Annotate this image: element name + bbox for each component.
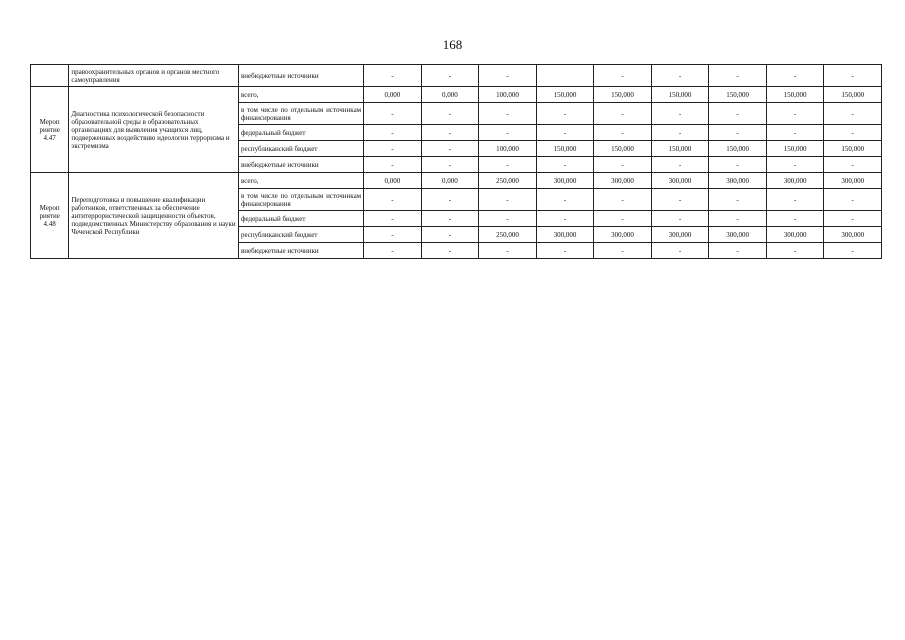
value-cell: 100,000	[479, 141, 537, 157]
funding-source: внебюджетные источники	[238, 243, 363, 259]
value-cell: -	[766, 125, 824, 141]
value-cell: -	[709, 65, 767, 87]
value-cell: -	[651, 157, 709, 173]
value-cell: -	[766, 157, 824, 173]
measure-code: Мероп риятие 4.47	[31, 87, 69, 173]
value-cell: -	[536, 189, 594, 211]
value-cell: -	[709, 211, 767, 227]
value-cell: -	[766, 103, 824, 125]
value-cell: 300,000	[594, 173, 652, 189]
value-cell	[536, 65, 594, 87]
value-cell: -	[479, 65, 537, 87]
funding-source: республиканский бюджет	[238, 227, 363, 243]
value-cell: 0,000	[421, 173, 479, 189]
value-cell: -	[421, 227, 479, 243]
value-cell: 150,000	[651, 87, 709, 103]
value-cell: -	[479, 125, 537, 141]
value-cell: -	[536, 211, 594, 227]
value-cell: -	[766, 189, 824, 211]
value-cell: -	[421, 157, 479, 173]
value-cell: 150,000	[651, 141, 709, 157]
value-cell: 100,000	[479, 87, 537, 103]
value-cell: -	[364, 157, 422, 173]
value-cell: -	[709, 243, 767, 259]
value-cell: -	[536, 103, 594, 125]
measure-description: Переподготовка и повышение квалификации работников, ответственных за обеспечение антитеррористической защищенности объектов, подведомственных Министерству образования и науки Чеченской Республики	[69, 173, 239, 259]
value-cell: -	[709, 189, 767, 211]
value-cell: 300,000	[824, 173, 882, 189]
value-cell: -	[421, 243, 479, 259]
value-cell: -	[766, 65, 824, 87]
value-cell: -	[709, 125, 767, 141]
value-cell: -	[479, 103, 537, 125]
value-cell: 300,000	[824, 227, 882, 243]
value-cell: -	[594, 243, 652, 259]
value-cell: -	[364, 189, 422, 211]
value-cell: -	[766, 211, 824, 227]
value-cell: -	[824, 65, 882, 87]
value-cell: -	[594, 211, 652, 227]
measure-code-cell	[31, 65, 69, 87]
value-cell: -	[364, 211, 422, 227]
value-cell: -	[364, 125, 422, 141]
value-cell: -	[536, 125, 594, 141]
value-cell: -	[824, 103, 882, 125]
value-cell: -	[651, 125, 709, 141]
value-cell: 300,000	[594, 227, 652, 243]
value-cell: 300,000	[709, 227, 767, 243]
table-row	[31, 173, 882, 189]
value-cell: -	[479, 189, 537, 211]
value-cell: 300,000	[766, 227, 824, 243]
value-cell: 300,000	[651, 173, 709, 189]
table-body	[31, 65, 882, 259]
value-cell: -	[479, 243, 537, 259]
value-cell: -	[594, 189, 652, 211]
value-cell: 150,000	[766, 141, 824, 157]
value-cell: 150,000	[594, 87, 652, 103]
value-cell: 150,000	[709, 141, 767, 157]
value-cell: 150,000	[536, 141, 594, 157]
funding-source: республиканский бюджет	[238, 141, 363, 157]
page-number: 168	[442, 37, 463, 52]
value-cell: -	[364, 103, 422, 125]
value-cell: -	[594, 65, 652, 87]
funding-source: всего,	[238, 173, 363, 189]
value-cell: -	[824, 243, 882, 259]
value-cell: -	[536, 157, 594, 173]
value-cell: -	[766, 243, 824, 259]
funding-source: всего,	[238, 87, 363, 103]
funding-source: федеральный бюджет	[238, 211, 363, 227]
value-cell: -	[594, 125, 652, 141]
value-cell: -	[536, 243, 594, 259]
value-cell: 0,000	[364, 87, 422, 103]
value-cell: -	[651, 211, 709, 227]
value-cell: 300,000	[766, 173, 824, 189]
value-cell: 150,000	[766, 87, 824, 103]
value-cell: -	[651, 103, 709, 125]
funding-source: федеральный бюджет	[238, 125, 363, 141]
funding-table	[30, 64, 882, 259]
value-cell: -	[421, 141, 479, 157]
value-cell: -	[364, 141, 422, 157]
value-cell: 150,000	[594, 141, 652, 157]
value-cell: 150,000	[709, 87, 767, 103]
value-cell: 300,000	[709, 173, 767, 189]
value-cell: -	[421, 189, 479, 211]
value-cell: 250,000	[479, 173, 537, 189]
funding-source: внебюджетные источники	[238, 157, 363, 173]
value-cell: -	[651, 189, 709, 211]
funding-source: в том числе по отдельным источникам финансирования	[238, 103, 363, 125]
value-cell: -	[421, 125, 479, 141]
value-cell: 0,000	[421, 87, 479, 103]
value-cell: -	[824, 211, 882, 227]
value-cell: 250,000	[479, 227, 537, 243]
value-cell: -	[364, 227, 422, 243]
table-row	[31, 65, 882, 87]
value-cell: -	[594, 157, 652, 173]
value-cell: 300,000	[651, 227, 709, 243]
value-cell: -	[651, 65, 709, 87]
value-cell: -	[824, 157, 882, 173]
value-cell: -	[479, 157, 537, 173]
value-cell: 150,000	[824, 87, 882, 103]
measure-code: Мероп риятие 4.48	[31, 173, 69, 259]
value-cell: -	[364, 243, 422, 259]
value-cell: 150,000	[536, 87, 594, 103]
value-cell: 300,000	[536, 227, 594, 243]
value-cell: -	[364, 65, 422, 87]
value-cell: -	[594, 103, 652, 125]
value-cell: -	[824, 125, 882, 141]
table-row	[31, 87, 882, 103]
value-cell: -	[824, 189, 882, 211]
value-cell: -	[709, 157, 767, 173]
value-cell: -	[651, 243, 709, 259]
value-cell: -	[421, 65, 479, 87]
value-cell: -	[709, 103, 767, 125]
value-cell: -	[421, 103, 479, 125]
value-cell: 0,000	[364, 173, 422, 189]
measure-description: правоохранительных органов и органов местного самоуправления	[69, 65, 239, 87]
funding-source: внебюджетные источники	[238, 65, 363, 87]
value-cell: 150,000	[824, 141, 882, 157]
funding-source: в том числе по отдельным источникам финансирования	[238, 189, 363, 211]
value-cell: -	[479, 211, 537, 227]
measure-description: Диагностика психологической безопасности образовательной среды в образовательных организациях для выявления учащихся лиц, подверженных воздействию идеологии терроризма и экстремизма	[69, 87, 239, 173]
value-cell: 300,000	[536, 173, 594, 189]
value-cell: -	[421, 211, 479, 227]
